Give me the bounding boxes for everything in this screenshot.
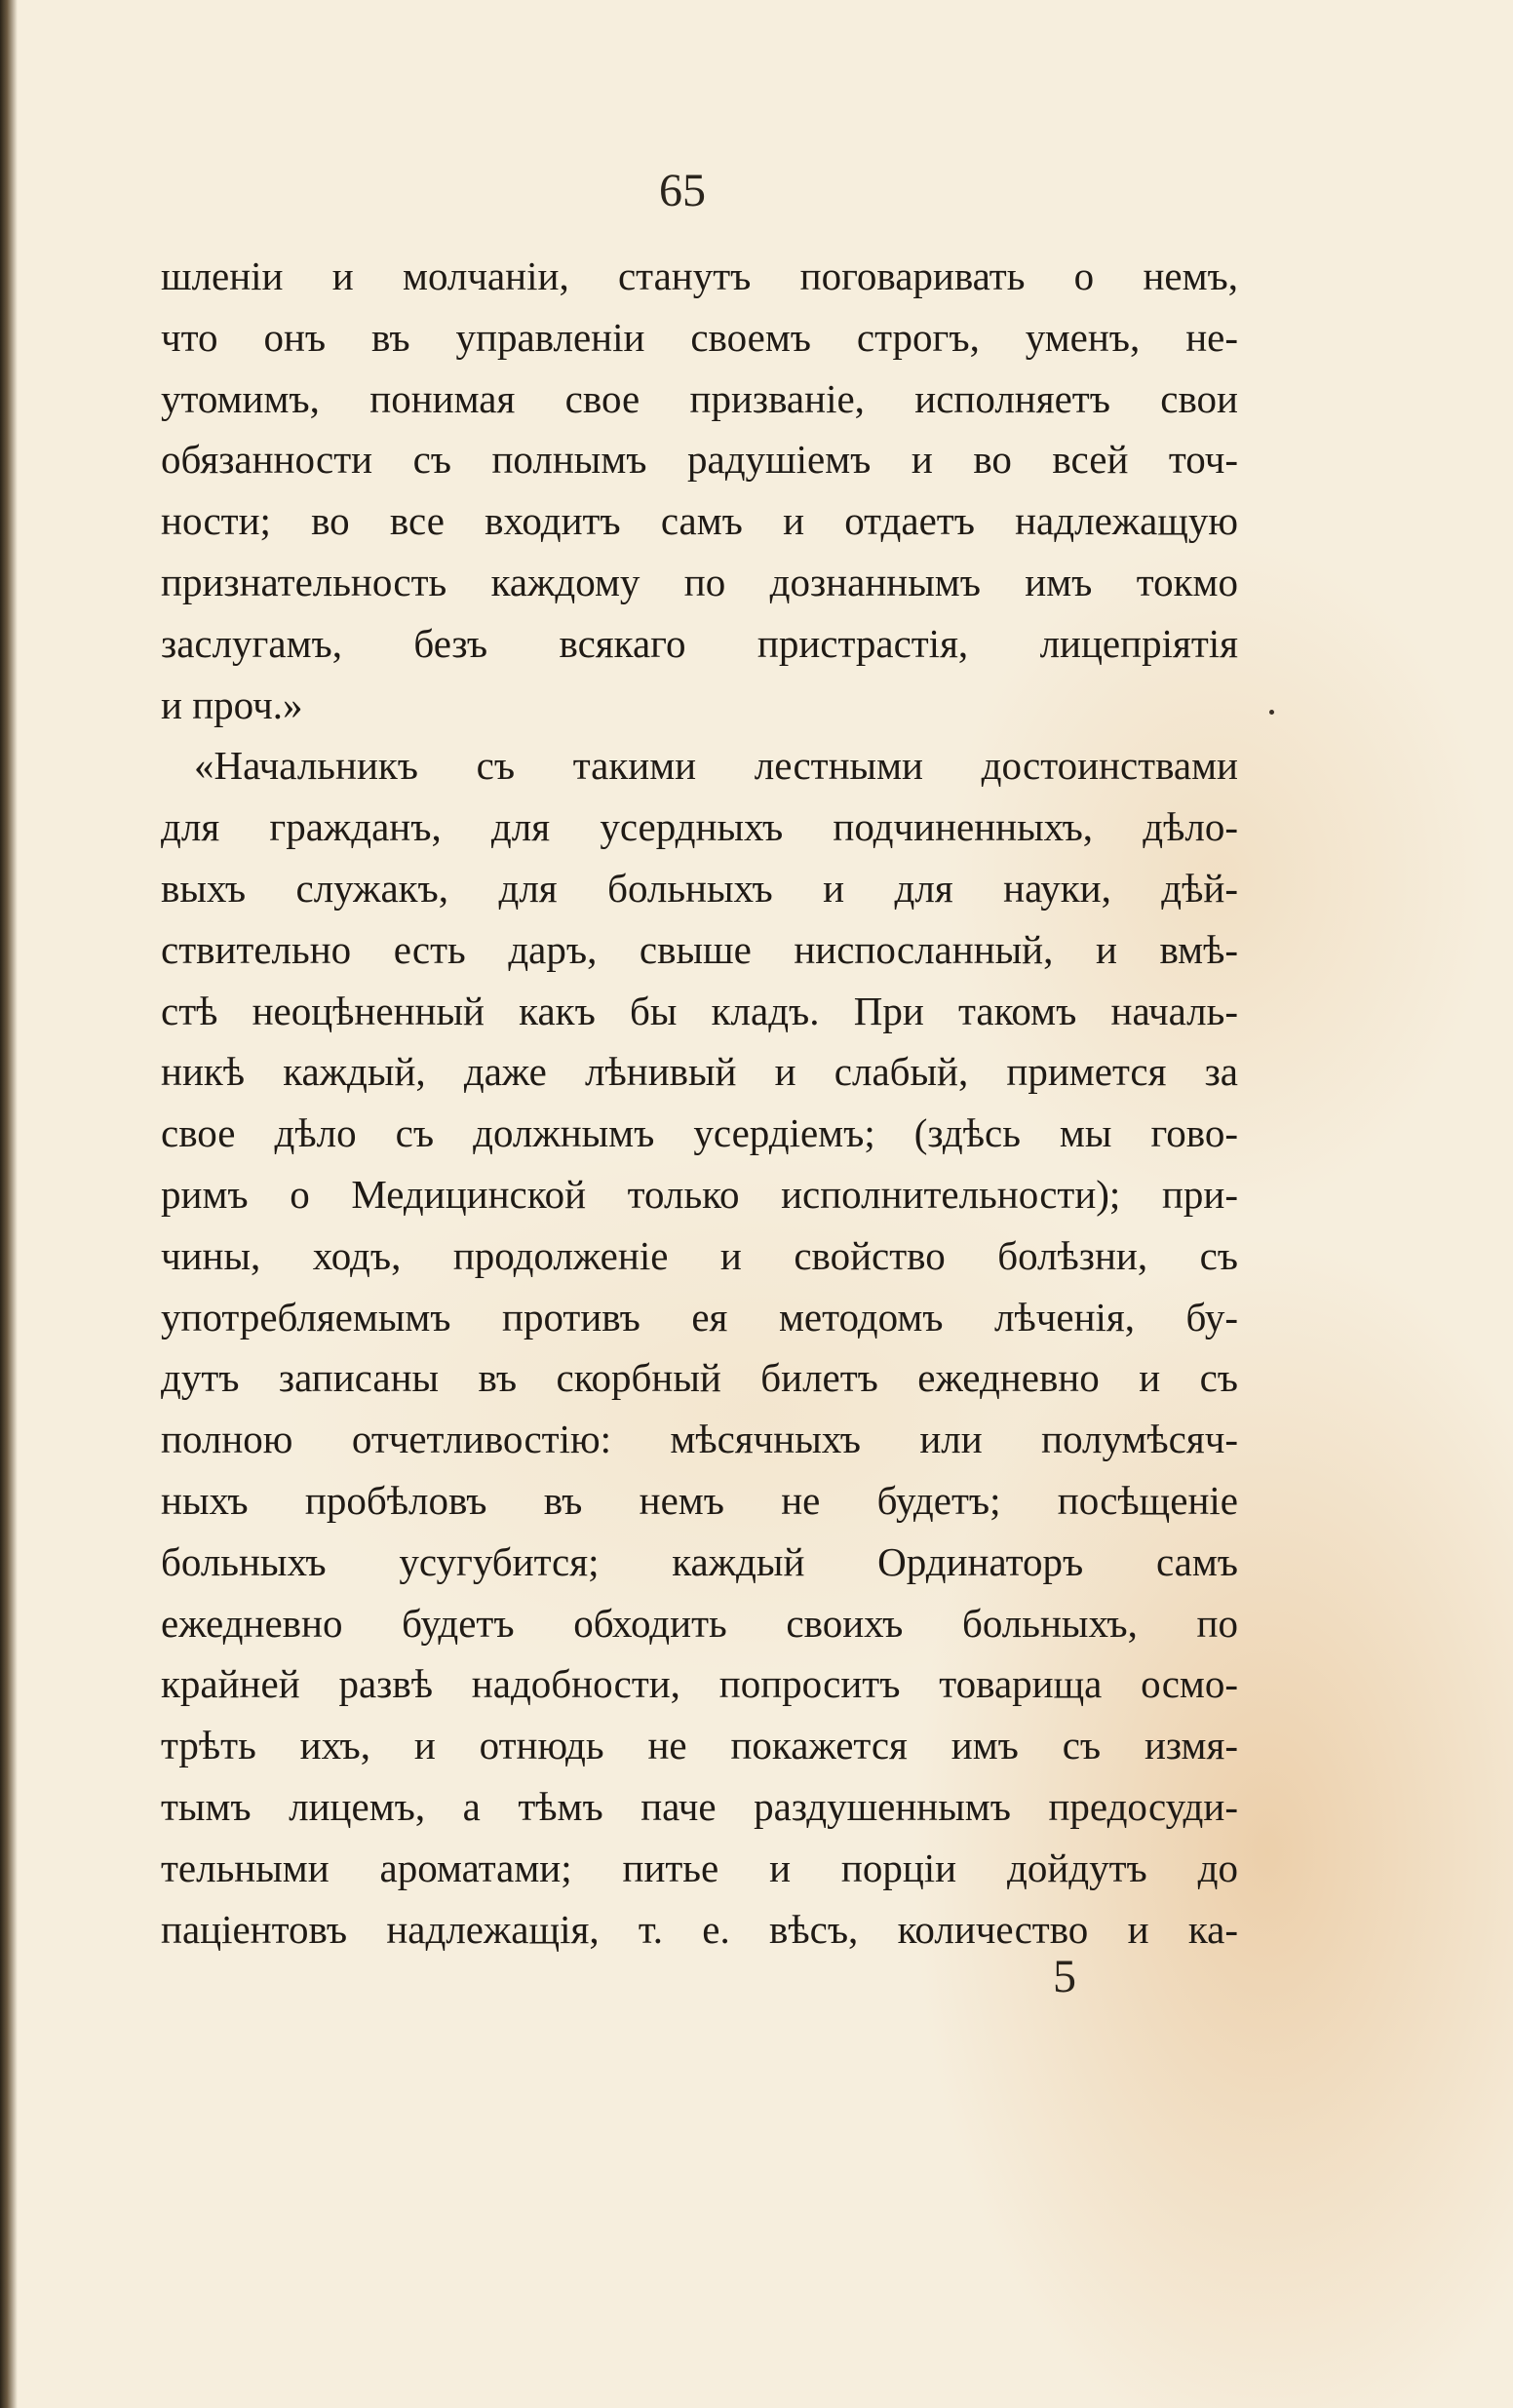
text-line: крайней развѣ надобности, попроситъ товарища осмо-: [161, 1661, 1238, 1707]
text-line: тымъ лицемъ, а тѣмъ паче раздушеннымъ предосуди-: [161, 1783, 1238, 1829]
text-line: паціентовъ надлежащія, т. е. вѣсъ, количество и ка-: [161, 1906, 1238, 1952]
text-line: больныхъ усугубится; каждый Ординаторъ самъ: [161, 1538, 1238, 1584]
signature-mark: 5: [1053, 1951, 1076, 2002]
text-line: употребляемымъ противъ ея методомъ лѣченія, бу-: [161, 1294, 1238, 1340]
text-line: свое дѣло съ должнымъ усердіемъ; (здѣсь мы гово-: [161, 1110, 1238, 1156]
text-line: и проч.»: [161, 681, 303, 727]
text-line: признательность каждому по дознаннымъ имъ токмо: [161, 559, 1238, 604]
text-line: чины, ходъ, продолженіе и свойство болѣзни, съ: [161, 1232, 1238, 1278]
text-line: «Начальникъ съ такими лестными достоинствами: [194, 743, 1238, 789]
text-line: стѣ неоцѣненный какъ бы кладъ. При такомъ началь-: [161, 988, 1238, 1033]
text-line: ныхъ пробѣловъ въ немъ не будетъ; посѣщеніе: [161, 1477, 1238, 1523]
text-line: для гражданъ, для усердныхъ подчиненныхъ, дѣло-: [161, 804, 1238, 850]
text-line: утомимъ, понимая свое призваніе, исполняетъ свои: [161, 375, 1238, 421]
text-line: выхъ служакъ, для больныхъ и для науки, дѣй-: [161, 865, 1238, 911]
text-line: что онъ въ управленіи своемъ строгъ, уменъ, не-: [161, 314, 1238, 360]
text-line: римъ о Медицинской только исполнительности); при-: [161, 1171, 1238, 1217]
text-line: тельными ароматами; питье и порціи дойдутъ до: [161, 1845, 1238, 1890]
body-text: [161, 246, 1238, 1960]
text-line: шленіи и молчаніи, станутъ поговаривать о немъ,: [161, 253, 1238, 298]
page-number: 65: [659, 165, 706, 216]
text-line: трѣть ихъ, и отнюдь не покажется имъ съ измя-: [161, 1723, 1238, 1768]
text-line: ности; во все входитъ самъ и отдаетъ надлежащую: [161, 498, 1238, 544]
text-line: дутъ записаны въ скорбный билетъ ежедневно и съ: [161, 1355, 1238, 1401]
text-line: заслугамъ, безъ всякаго пристрастія, лицепріятія: [161, 620, 1238, 666]
text-line: ствительно есть даръ, свыше ниспосланный, и вмѣ-: [161, 926, 1238, 972]
text-line: полною отчетливостію: мѣсячныхъ или полумѣсяч-: [161, 1417, 1238, 1462]
ink-speck: [1269, 710, 1274, 715]
text-line: обязанности съ полнымъ радушіемъ и во всей точ-: [161, 437, 1238, 483]
page-binding-edge: [0, 0, 18, 2408]
text-line: никѣ каждый, даже лѣнивый и слабый, примется за: [161, 1049, 1238, 1095]
text-line: ежедневно будетъ обходить своихъ больныхъ, по: [161, 1600, 1238, 1646]
